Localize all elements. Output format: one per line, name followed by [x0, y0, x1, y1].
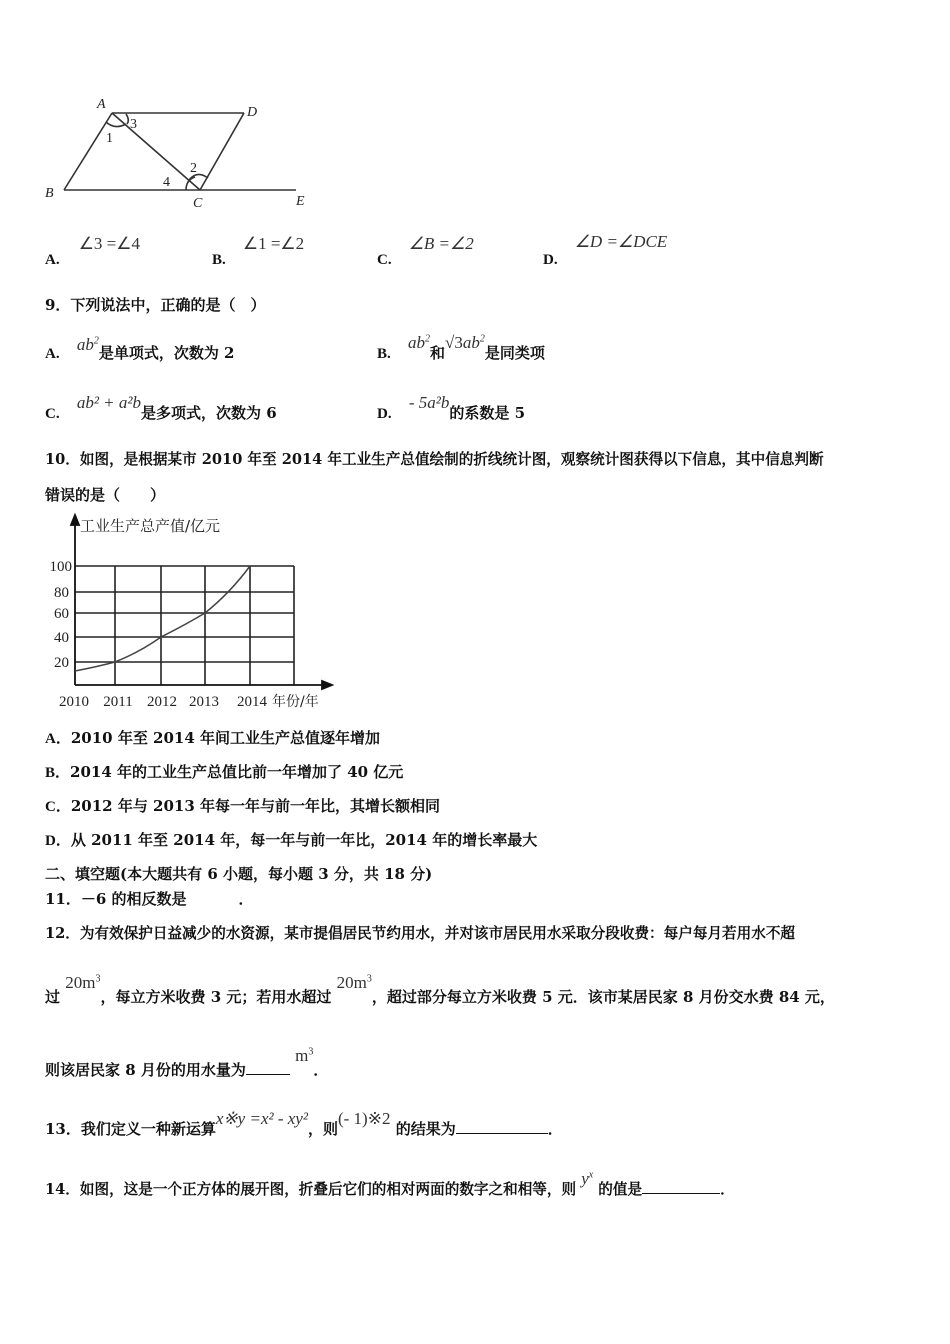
q9-option-a: [45, 334, 235, 362]
text: 过: [45, 988, 61, 1006]
y-tick: 40: [54, 630, 69, 646]
section-heading: 二、填空题(本大题共有 6 小题，每小题 3 分，共 18 分): [45, 865, 433, 883]
angle-3: 3: [130, 117, 137, 132]
q12-line2: [45, 972, 835, 1006]
unit-sup: 3: [308, 1046, 314, 1058]
text: ．: [547, 1120, 563, 1138]
option-letter: B．: [45, 765, 71, 781]
q10-stem-line2: 错误的是（ ）: [45, 486, 166, 504]
text: 13．我们定义一种新运算: [45, 1120, 216, 1138]
expr-sup: x: [588, 1169, 594, 1181]
expr-sup: 2: [93, 335, 99, 347]
joiner: 和: [430, 344, 446, 362]
answer-blank[interactable]: [456, 1133, 548, 1134]
option-expr: ∠1 =∠2: [242, 234, 305, 253]
text: 的值是: [598, 1181, 643, 1198]
unit: 20m: [336, 973, 367, 992]
option-expr: ∠3 =∠4: [78, 234, 141, 253]
y-tick-labels: [50, 559, 73, 671]
industrial-output-line-chart: [40, 512, 340, 714]
expr-sup: 2: [479, 333, 485, 345]
q13: [45, 1108, 563, 1138]
option-letter: D.: [543, 252, 558, 268]
option-letter: A.: [45, 252, 60, 268]
option-letter: D.: [377, 406, 392, 422]
answer-blank[interactable]: [642, 1193, 720, 1194]
text: ．: [313, 1061, 329, 1079]
q10-option-c: [45, 795, 440, 816]
x-tick: 2011: [103, 694, 133, 710]
y-tick: 20: [54, 655, 69, 671]
option-expr: ∠D =∠DCE: [574, 232, 668, 251]
q11-end: ．: [238, 890, 254, 908]
q9-stem: 9．下列说法中，正确的是（ ）: [45, 296, 266, 314]
option-text: 是单项式，次数为 2: [98, 344, 235, 362]
option-letter: C.: [377, 252, 392, 268]
q12-line1: 12．为有效保护日益减少的水资源，某市提倡居民节约用水，并对该市居民用水采取分段收费：每户每月若用水不超: [45, 925, 796, 942]
text: 14．如图，这是一个正方体的展开图，折叠后它们的相对两面的数字之和相等，则: [45, 1181, 577, 1198]
q10-option-d: [45, 829, 537, 850]
operation-expression: (- 1)※2: [337, 1109, 391, 1128]
expr: - 5a²b: [408, 393, 450, 412]
y-tick: 60: [54, 606, 69, 622]
q8-option-d: [543, 232, 668, 268]
x-tick: 2012: [147, 694, 177, 710]
option-text: 2014 年的工业生产总值比前一年增加了 40 亿元: [70, 763, 404, 781]
x-tick-labels: [59, 694, 268, 710]
label-E: E: [296, 194, 305, 209]
y-axis-label: 工业生产总产值/亿元: [80, 517, 221, 535]
x-axis-label: 年份/年: [272, 694, 319, 710]
expr: ab: [76, 335, 94, 354]
unit-sup: 3: [366, 973, 372, 985]
label-B: B: [45, 186, 54, 201]
q12-line3: [45, 1045, 329, 1079]
option-letter: A．: [45, 731, 71, 747]
option-letter: D．: [45, 833, 71, 849]
x-tick: 2014: [237, 694, 267, 710]
expr-sup: 2: [425, 333, 430, 345]
x-tick: 2010: [59, 694, 89, 710]
text: ，超过部分每立方米收费 5 元．该市某居民家 8 月份交水费 84 元，: [371, 988, 835, 1006]
label-A: A: [97, 97, 106, 112]
y-tick: 100: [49, 559, 72, 575]
q11: [45, 888, 254, 909]
text: ，每立方米收费 3 元；若用水超过: [100, 988, 332, 1006]
option-text: 2012 年与 2013 年每一年与前一年比，其增长额相同: [70, 797, 441, 815]
expr: ab: [462, 333, 480, 352]
unit-sup: 3: [95, 973, 101, 985]
q9-option-b: [377, 332, 545, 362]
text: ，则: [307, 1120, 338, 1138]
q8-option-c: [377, 234, 474, 268]
q9-option-d: [377, 392, 526, 422]
option-letter: A.: [45, 346, 60, 362]
angle-4: 4: [163, 175, 170, 190]
expr: ab² + a²b: [76, 393, 141, 412]
q14: [45, 1168, 735, 1198]
option-text: 是多项式，次数为 6: [141, 404, 277, 422]
unit: 20m: [65, 973, 96, 992]
option-letter: B.: [377, 346, 391, 362]
angle-2: 2: [190, 161, 197, 176]
option-text: 从 2011 年至 2014 年，每一年与前一年比，2014 年的增长率最大: [70, 831, 538, 849]
label-D: D: [247, 105, 258, 120]
text: 的结果为: [395, 1120, 456, 1138]
sqrt-expr: √3: [445, 333, 463, 352]
q8-option-b: [212, 234, 305, 268]
expr: ab: [408, 333, 425, 352]
parallelogram-figure: [40, 95, 320, 215]
option-letter: C.: [45, 406, 60, 422]
option-letter: B.: [212, 252, 226, 268]
data-line: [75, 566, 250, 671]
y-tick: 80: [54, 585, 69, 601]
q9-option-c: [45, 392, 277, 422]
option-text: 的系数是 5: [449, 404, 526, 422]
q10-stem-line1: 10．如图，是根据某市 2010 年至 2014 年工业生产总值绘制的折线统计图，观察统计图获得以下信息，其中信息判断: [45, 451, 824, 468]
answer-blank[interactable]: [246, 1074, 290, 1075]
q10-option-a: [45, 727, 380, 748]
q10-option-b: [45, 761, 403, 782]
unit: m: [295, 1046, 309, 1065]
angle-1: 1: [106, 131, 113, 146]
option-text: 2010 年至 2014 年间工业生产总值逐年增加: [70, 729, 381, 747]
option-expr: ∠B =∠2: [408, 234, 474, 253]
q8-option-a: [45, 234, 141, 268]
option-text: 是同类项: [484, 344, 545, 362]
x-tick: 2013: [189, 694, 219, 710]
option-letter: C．: [45, 799, 71, 815]
q11-text: 11．－6 的相反数是: [45, 890, 187, 908]
expr: y: [581, 1169, 589, 1188]
text: 则该居民家 8 月份的用水量为: [45, 1061, 246, 1079]
operation-definition: x※y =x² - xy²: [215, 1109, 308, 1128]
label-C: C: [193, 196, 203, 211]
text: ．: [720, 1181, 735, 1198]
